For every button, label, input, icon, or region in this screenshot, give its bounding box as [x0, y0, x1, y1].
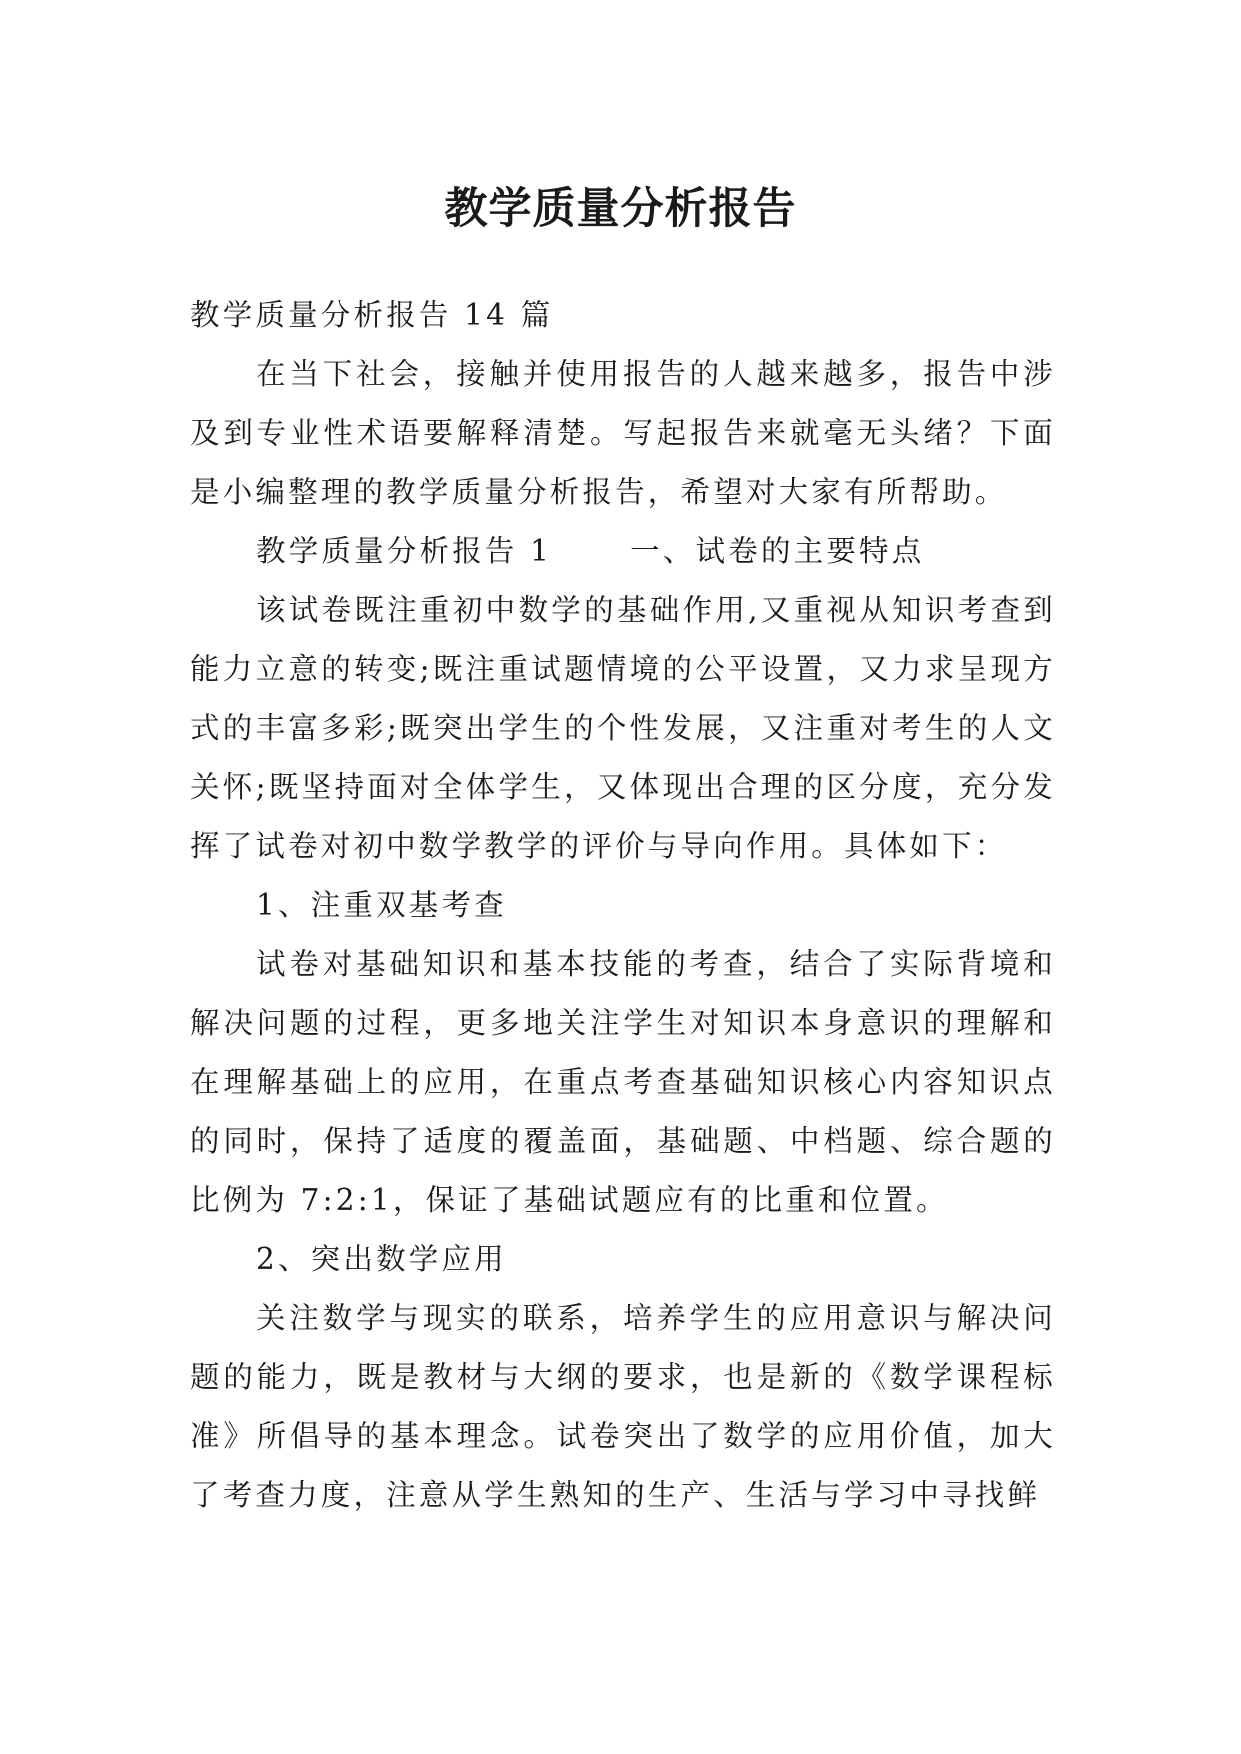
subtitle-line: 教学质量分析报告 14 篇 [190, 298, 554, 332]
section-title: 一、试卷的主要特点 [630, 534, 925, 568]
section-heading-line [190, 522, 1056, 581]
point-2-heading: 2、突出数学应用 [256, 1242, 507, 1276]
paper-features-paragraph: 该试卷既注重初中数学的基础作用,又重视从知识考查到能力立意的转变;既注重试题情境的公平设置，又力求呈现方式的丰富多彩;既突出学生的个性发展，又注重对考生的人文关怀;既坚持面对全体学生，又体现出合理的区分度，充分发挥了试卷对初中数学教学的评价与导向作用。具体如下： [190, 593, 1056, 863]
document-title: 教学质量分析报告 [444, 183, 797, 234]
point-2-paragraph: 关注数学与现实的联系，培养学生的应用意识与解决问题的能力，既是教材与大纲的要求，也是新的《数学课程标准》所倡导的基本理念。试卷突出了数学的应用价值，加大了考查力度，注意从学生熟知的生产、生活与学习中寻找鲜 [190, 1301, 1056, 1512]
point-1-heading: 1、注重双基考查 [256, 888, 507, 922]
intro-paragraph: 在当下社会，接触并使用报告的人越来越多，报告中涉及到专业性术语要解释清楚。写起报告来就毫无头绪？下面是小编整理的教学质量分析报告，希望对大家有所帮助。 [190, 357, 1056, 509]
document-body [190, 286, 1056, 1525]
point-1-paragraph: 试卷对基础知识和基本技能的考查，结合了实际背境和解决问题的过程，更多地关注学生对知识本身意识的理解和在理解基础上的应用，在重点考查基础知识核心内容知识点的同时，保持了适度的覆盖面，基础题、中档题、综合题的比例为 7:2:1，保证了基础试题应有的比重和位置。 [190, 947, 1056, 1217]
part-label: 教学质量分析报告 1 [256, 534, 553, 568]
